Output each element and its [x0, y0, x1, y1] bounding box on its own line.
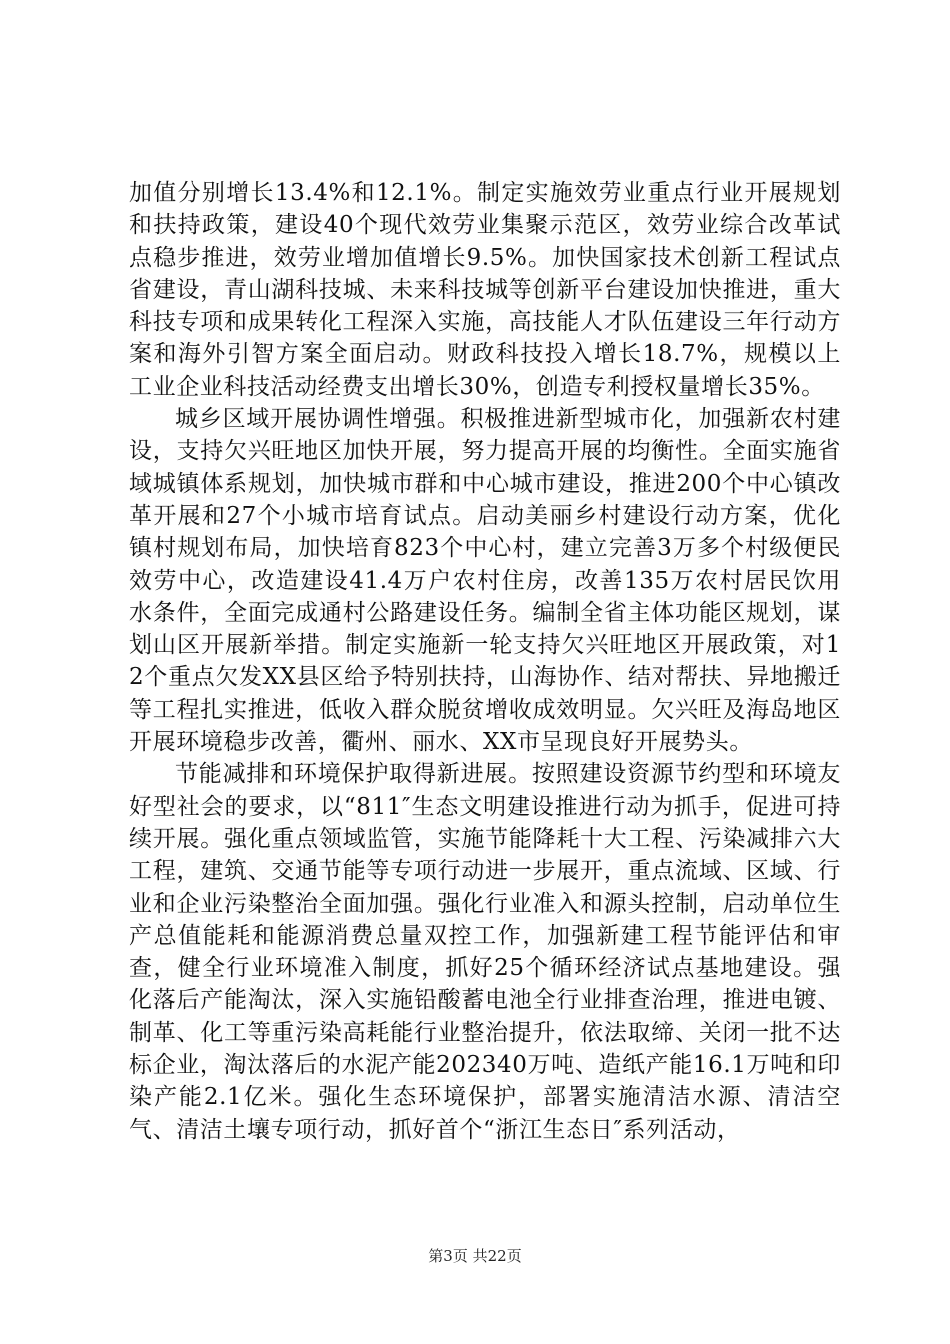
paragraph-2: 城乡区域开展协调性增强。积极推进新型城市化，加强新农村建设，支持欠兴旺地区加快开展，努力提高开展的均衡性。全面实施省域城镇体系规划，加快城市群和中心城市建设，推进200个中心镇改革开展和27个小城市培育试点。启动美丽乡村建设行动方案，优化镇村规划布局，加快培育823个中心村，建立完善3万多个村级便民效劳中心，改造建设41.4万户农村住房，改善135万农村居民饮用水条件，全面完成通村公路建设任务。编制全省主体功能区规划，谋划山区开展新举措。制定实施新一轮支持欠兴旺地区开展政策，对12个重点欠发XX县区给予特别扶持，山海协作、结对帮扶、异地搬迁等工程扎实推进，低收入群众脱贫增收成效明显。欠兴旺及海岛地区开展环境稳步改善，衢州、丽水、XX市呈现良好开展势头。 [129, 406, 841, 756]
page-footer: 第3页 共22页 [428, 1247, 522, 1265]
document-body [129, 177, 841, 1146]
paragraph-3: 节能减排和环境保护取得新进展。按照建设资源节约型和环境友好型社会的要求，以“811″生态文明建设推进行动为抓手，促进可持续开展。强化重点领域监管，实施节能降耗十大工程、污染减排六大工程，建筑、交通节能等专项行动进一步展开，重点流域、区域、行业和企业污染整治全面加强。强化行业准入和源头控制，启动单位生产总值能耗和能源消费总量双控工作，加强新建工程节能评估和审查，健全行业环境准入制度，抓好25个循环经济试点基地建设。强化落后产能淘汰，深入实施铅酸蓄电池全行业排查治理，推进电镀、制革、化工等重污染高耗能行业整治提升，依法取缔、关闭一批不达标企业，淘汰落后的水泥产能202340万吨、造纸产能16.1万吨和印染产能2.1亿米。强化生态环境保护，部署实施清洁水源、清洁空气、清洁土壤专项行动，抓好首个“浙江生态日″系列活动， [129, 761, 841, 1143]
paragraph-1: 加值分别增长13.4%和12.1%。制定实施效劳业重点行业开展规划和扶持政策，建设40个现代效劳业集聚示范区，效劳业综合改革试点稳步推进，效劳业增加值增长9.5%。加快国家技术创新工程试点省建设，青山湖科技城、未来科技城等创新平台建设加快推进，重大科技专项和成果转化工程深入实施，高技能人才队伍建设三年行动方案和海外引智方案全面启动。财政科技投入增长18.7%，规模以上工业企业科技活动经费支出增长30%，创造专利授权量增长35%。 [129, 180, 841, 400]
